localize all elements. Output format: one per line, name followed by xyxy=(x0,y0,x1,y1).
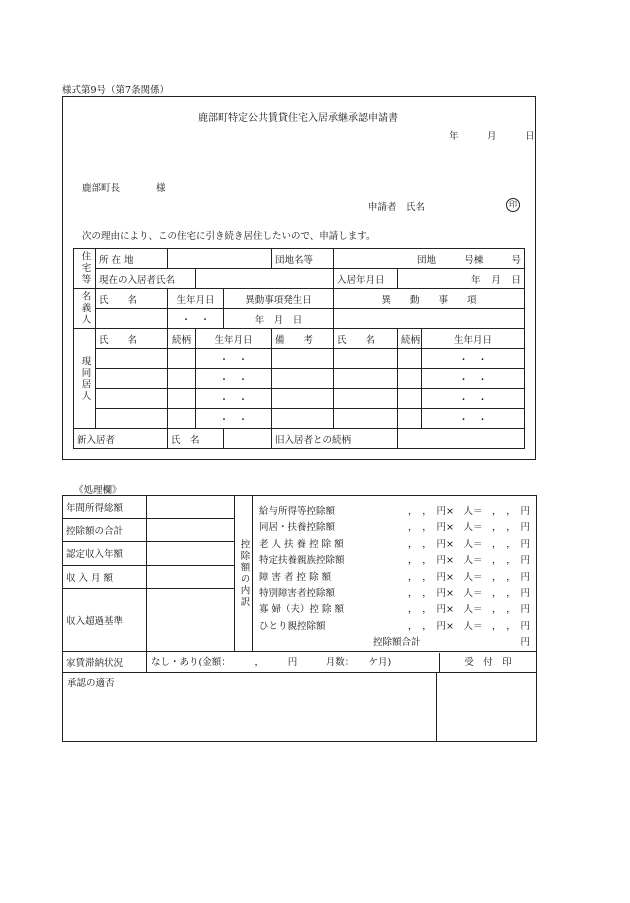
new-name-label: 氏 名 xyxy=(168,429,224,449)
rent-row xyxy=(147,652,537,673)
receipt-stamp-area[interactable] xyxy=(437,673,536,741)
detail-table xyxy=(73,248,525,449)
deduct-list: 給与所得等控除額 ， ， 円× 人＝ ， ， 円 同居・扶養控除額 ， ， 円× 人＝ ， ， 円 老 人 扶 養 控 除 額 ， ， 円× 人＝ ， ， 円 特定扶養親族控除額 ， ， 円× 人＝ ， ， 円 障 害 者 控 除 額 ， ， 円× 人＝ ， ， 円 特別障害者控除額 ， ， 円× 人＝ ， ， 円 寡 婦（夫）控 除 額 ， ， 円× 人＝ ， ， 円 ひとり親控除額 ， ， 円× 人＝ ， ， 円 控除額合計 円 xyxy=(253,496,537,652)
cohab-side: 現同居人 xyxy=(74,329,96,429)
holder-dob-value[interactable]: ・ ・ xyxy=(168,309,224,329)
change-date-label: 異動事項発生日 xyxy=(224,289,334,309)
cohab-row: ・ ・ ・ ・ xyxy=(74,409,525,429)
cohab-rel-label-2: 続柄 xyxy=(398,329,422,349)
deduction-row: ひとり親控除額 ， ， 円× 人＝ ， ， 円 xyxy=(259,620,530,632)
holder-name-value[interactable] xyxy=(96,309,168,329)
relation-label: 旧入居者との続柄 xyxy=(272,429,398,449)
date-line: 年 月 日 xyxy=(449,131,535,142)
change-date-value[interactable]: 年 月 日 xyxy=(224,309,334,329)
complex-label: 団地名等 xyxy=(272,249,334,269)
processing-label: 《処理欄》 xyxy=(74,485,122,496)
cohab-row: ・ ・ ・ ・ xyxy=(74,389,525,409)
cohab-row: ・ ・ ・ ・ xyxy=(74,349,525,369)
cohab-rel-label: 続柄 xyxy=(168,329,196,349)
cohab-name-label: 氏 名 xyxy=(96,329,168,349)
location-label: 所 在 地 xyxy=(96,249,168,269)
cohab-name-label-2: 氏 名 xyxy=(334,329,398,349)
proc-left-0: 年間所得総額 xyxy=(63,496,147,519)
move-in-value[interactable]: 年 月 日 xyxy=(398,269,525,289)
rent-label: 家賃滞納状況 xyxy=(63,652,147,673)
form-label: 様式第9号（第7条関係） xyxy=(62,85,170,96)
current-name-label: 現在の入居者氏名 xyxy=(96,269,196,289)
deduction-row: 給与所得等控除額 ， ， 円× 人＝ ， ， 円 xyxy=(259,506,530,517)
current-name-value[interactable] xyxy=(196,269,334,289)
proc-value-0[interactable] xyxy=(147,496,235,519)
cohab-note-label: 備 考 xyxy=(272,329,334,349)
proc-value-3[interactable] xyxy=(147,565,235,588)
proc-left-3: 収 入 月 額 xyxy=(63,565,147,588)
seal-mark: 印 xyxy=(506,198,520,212)
deduction-row: 同居・扶養控除額 ， ， 円× 人＝ ， ， 円 xyxy=(259,522,530,534)
receipt-label: 受 付 印 xyxy=(464,656,512,668)
form-title: 鹿部町特定公共賃貸住宅入居承継承認申請書 xyxy=(198,113,398,124)
change-matter-label: 異 動 事 項 xyxy=(334,289,525,309)
approval-label: 承認の適否 xyxy=(63,673,437,741)
new-resident-label: 新入居者 xyxy=(74,429,168,449)
proc-left-4: 収入超過基準 xyxy=(63,588,147,652)
deduction-row: 障 害 者 控 除 額 ， ， 円× 人＝ ， ， 円 xyxy=(259,571,530,583)
housing-side: 住宅等 xyxy=(74,249,96,289)
holder-name-label: 氏 名 xyxy=(96,289,168,309)
complex-value[interactable]: 団地 号棟 号 xyxy=(334,249,525,269)
change-matter-value[interactable] xyxy=(334,309,525,329)
cohab-row: ・ ・ ・ ・ xyxy=(74,369,525,389)
relation-value[interactable] xyxy=(398,429,525,449)
addressee: 鹿部町長 様 xyxy=(82,183,166,194)
move-in-label: 入居年月日 xyxy=(334,269,398,289)
deduction-row: 老 人 扶 養 控 除 額 ， ， 円× 人＝ ， ， 円 xyxy=(259,538,530,550)
new-name-value[interactable] xyxy=(224,429,272,449)
cohab-dob-label-2: 生年月日 xyxy=(422,329,525,349)
rent-value: なし・あり(金額： ， 円 月数： ケ月) xyxy=(147,653,440,672)
deduction-row: 特別障害者控除額 ， ， 円× 人＝ ， ， 円 xyxy=(259,588,530,600)
deduction-row: 特定扶養親族控除額 ， ， 円× 人＝ ， ， 円 xyxy=(259,555,530,567)
proc-left-1: 控除額の合計 xyxy=(63,519,147,542)
approval-cell xyxy=(63,673,537,742)
deduction-row: 寡 婦（夫）控 除 額 ， ， 円× 人＝ ， ， 円 xyxy=(259,604,530,616)
holder-dob-label: 生年月日 xyxy=(168,289,224,309)
proc-left-2: 認定収入年額 xyxy=(63,542,147,565)
proc-value-1[interactable] xyxy=(147,519,235,542)
deduct-side: 控除額の内訳 xyxy=(235,496,253,652)
proc-value-2[interactable] xyxy=(147,542,235,565)
holder-side: 名義人 xyxy=(74,289,96,329)
proc-value-4[interactable] xyxy=(147,588,235,652)
applicant-line: 申請者 氏名 xyxy=(368,202,426,213)
processing-table xyxy=(62,495,537,742)
cohab-dob-label: 生年月日 xyxy=(196,329,272,349)
location-value[interactable] xyxy=(168,249,272,269)
reason-text: 次の理由により、この住宅に引き続き居住したいので、申請します。 xyxy=(82,231,376,242)
